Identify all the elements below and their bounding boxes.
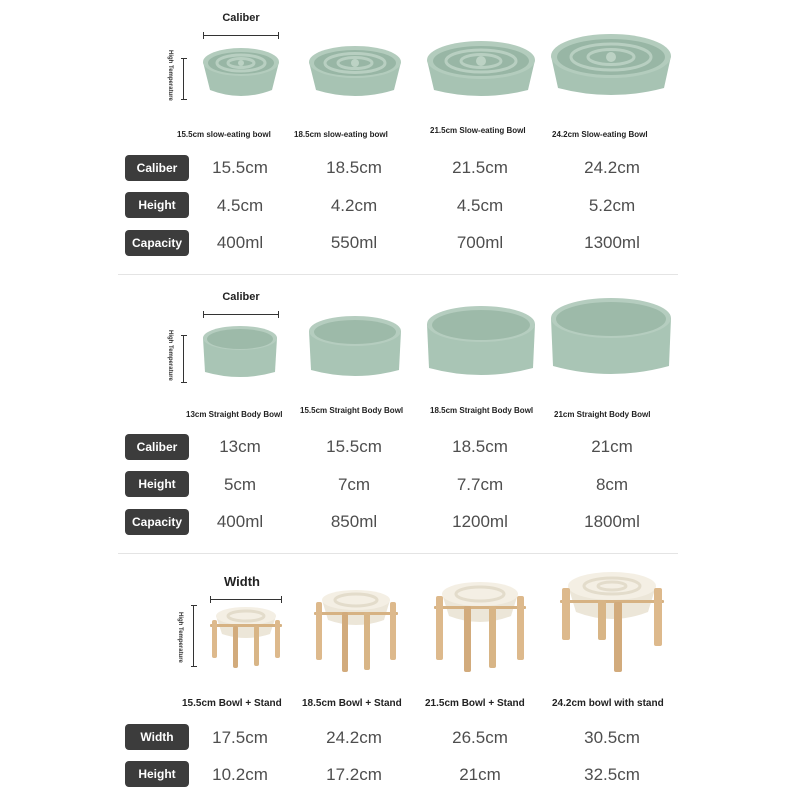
row-label-capacity: Capacity: [125, 509, 189, 535]
value-cell: 15.5cm: [326, 437, 382, 456]
value-cell: 7.7cm: [456, 475, 504, 494]
value-cell: 24.2cm: [326, 728, 382, 747]
row-label-height: Height: [125, 761, 189, 787]
caliber-dimension-line: [203, 311, 279, 318]
value-cell: 17.5cm: [212, 728, 268, 747]
value-cell: 1800ml: [584, 512, 640, 531]
value-cell: 8cm: [595, 475, 629, 494]
caption-bowl-stand-18: 18.5cm Bowl + Stand: [302, 698, 402, 709]
bowl-stand-18-image: [314, 586, 398, 672]
value-cell: 10.2cm: [212, 765, 268, 784]
caliber-label: Caliber: [222, 291, 260, 303]
caption-slow-bowl-18: 18.5cm slow-eating bowl: [294, 130, 388, 139]
caption-slow-bowl-21: 21.5cm Slow-eating Bowl: [430, 126, 526, 135]
value-cell: 18.5cm: [326, 158, 382, 177]
bowl-stand-15-image: [210, 604, 282, 670]
value-cell: 400ml: [216, 512, 264, 531]
bowl-stand-21-image: [434, 578, 526, 672]
value-cell: 17.2cm: [326, 765, 382, 784]
width-label: Width: [224, 574, 260, 589]
straight-bowl-18-image: [426, 304, 536, 382]
value-cell: 1200ml: [452, 512, 508, 531]
value-cell: 550ml: [330, 233, 378, 252]
high-temperature-label: High Temperature: [177, 612, 183, 663]
slow-bowl-18-image: [308, 42, 402, 100]
caption-straight-bowl-18: 18.5cm Straight Body Bowl: [430, 406, 534, 415]
value-cell: 700ml: [456, 233, 504, 252]
width-dimension-line: [210, 596, 282, 603]
height-dimension-line: [191, 605, 197, 667]
value-cell: 26.5cm: [452, 728, 508, 747]
slow-bowl-21-image: [426, 36, 536, 100]
value-cell: 21cm: [459, 765, 501, 784]
caption-straight-bowl-21: 21cm Straight Body Bowl: [554, 410, 651, 419]
caption-slow-bowl-15: 15.5cm slow-eating bowl: [177, 130, 271, 139]
row-label-height: Height: [125, 192, 189, 218]
caption-bowl-stand-15: 15.5cm Bowl + Stand: [182, 698, 282, 709]
value-cell: 850ml: [330, 512, 378, 531]
row-label-height: Height: [125, 471, 189, 497]
value-cell: 21cm: [591, 437, 633, 456]
caption-straight-bowl-15: 15.5cm Straight Body Bowl: [300, 406, 404, 415]
caliber-label: Caliber: [222, 12, 260, 24]
value-cell: 7cm: [337, 475, 371, 494]
value-cell: 24.2cm: [584, 158, 640, 177]
row-label-caliber: Caliber: [125, 434, 189, 460]
straight-bowl-15-image: [308, 314, 402, 382]
section-divider: [118, 553, 678, 554]
height-dimension-line: [181, 58, 187, 100]
height-dimension-line: [181, 335, 187, 383]
row-label-capacity: Capacity: [125, 230, 189, 256]
value-cell: 15.5cm: [212, 158, 268, 177]
straight-bowl-21-image: [550, 296, 672, 382]
value-cell: 4.5cm: [456, 196, 504, 215]
value-cell: 30.5cm: [584, 728, 640, 747]
slow-bowl-15-image: [202, 44, 280, 100]
value-cell: 21.5cm: [452, 158, 508, 177]
high-temperature-label: High Temperature: [167, 50, 173, 101]
caliber-dimension-line: [203, 32, 279, 39]
value-cell: 32.5cm: [584, 765, 640, 784]
value-cell: 4.2cm: [330, 196, 378, 215]
value-cell: 400ml: [216, 233, 264, 252]
row-label-width: Width: [125, 724, 189, 750]
caption-bowl-stand-24: 24.2cm bowl with stand: [552, 698, 664, 709]
caption-bowl-stand-21: 21.5cm Bowl + Stand: [425, 698, 525, 709]
row-label-caliber: Caliber: [125, 155, 189, 181]
slow-bowl-24-image: [550, 28, 672, 100]
value-cell: 1300ml: [584, 233, 640, 252]
caption-slow-bowl-24: 24.2cm Slow-eating Bowl: [552, 130, 648, 139]
value-cell: 13cm: [219, 437, 261, 456]
bowl-stand-24-image: [560, 566, 664, 674]
section-divider: [118, 274, 678, 275]
straight-bowl-13-image: [202, 324, 278, 382]
value-cell: 4.5cm: [216, 196, 264, 215]
high-temperature-label: High Temperature: [167, 330, 173, 381]
value-cell: 5.2cm: [588, 196, 636, 215]
value-cell: 5cm: [223, 475, 257, 494]
caption-straight-bowl-13: 13cm Straight Body Bowl: [186, 410, 283, 419]
value-cell: 18.5cm: [452, 437, 508, 456]
